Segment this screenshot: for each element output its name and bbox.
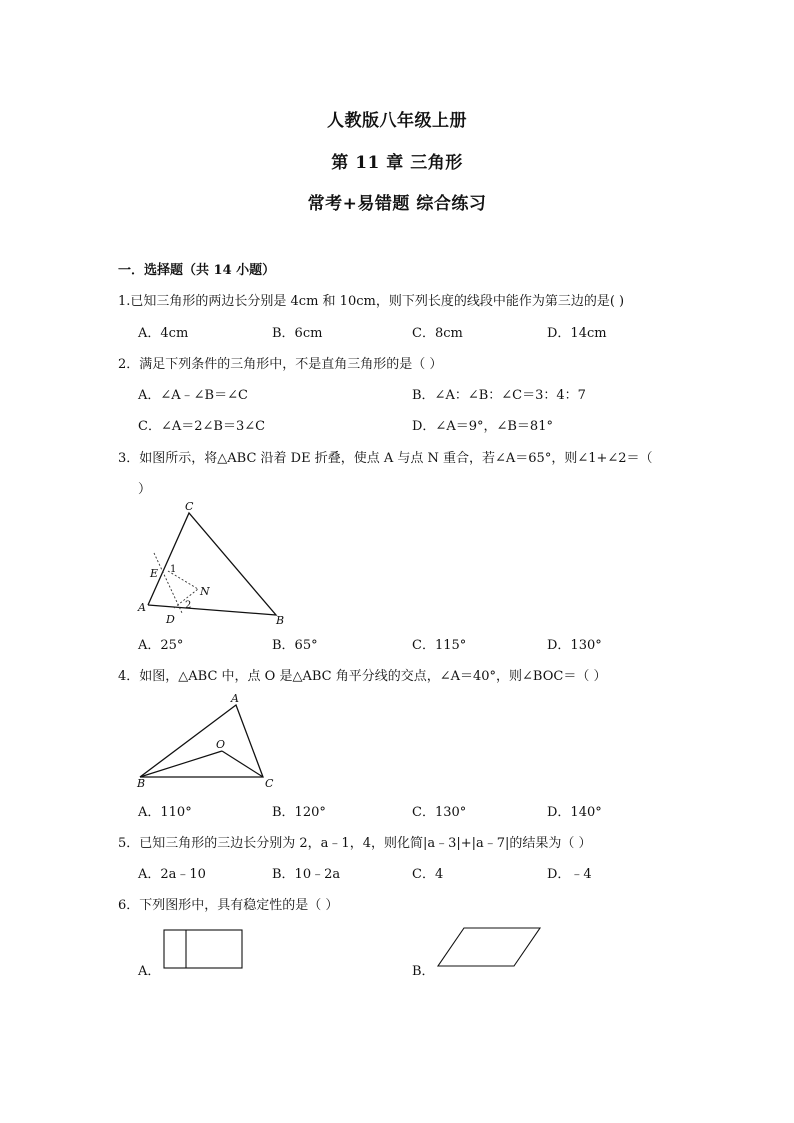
q5-option-a[interactable]: A．2a﹣10 [138, 867, 206, 882]
section-heading: 一．选择题（共 14 小题） [118, 263, 276, 278]
question-3-stem-continued: ） [138, 482, 152, 497]
q3-option-a[interactable]: A．25° [138, 638, 184, 653]
label-o: O [216, 738, 226, 751]
label-n: N [200, 585, 210, 598]
q4-option-c[interactable]: C．130° [412, 805, 467, 820]
label-a: A [231, 692, 239, 705]
label-e: E [150, 567, 159, 580]
chapter-title: 第 11 章 三角形 [331, 153, 463, 173]
angle-bisector-figure [130, 688, 290, 794]
q2-option-d[interactable]: D．∠A＝9°，∠B＝81° [412, 419, 553, 434]
q3-option-d[interactable]: D．130° [547, 638, 602, 653]
q3-option-b[interactable]: B．65° [272, 638, 318, 653]
label-a: A [138, 601, 146, 614]
question-5-stem: 5．已知三角形的三边长分别为 2，a﹣1，4，则化简|a﹣3|+|a﹣7|的结果为（ ） [118, 836, 592, 851]
question-6-stem: 6．下列图形中，具有稳定性的是（ ） [118, 898, 339, 913]
q6-option-b[interactable]: B． [412, 964, 435, 979]
question-3-stem: 3．如图所示，将△ABC 沿着 DE 折叠，使点 A 与点 N 重合，若∠A＝65°，则∠1+∠2＝（ [118, 451, 653, 466]
label-angle-2: 2 [185, 600, 192, 611]
q4-option-b[interactable]: B．120° [272, 805, 326, 820]
question-1-stem: 1.已知三角形的两边长分别是 4cm 和 10cm，则下列长度的线段中能作为第三边的是( ) [118, 294, 625, 309]
label-angle-1: 1 [170, 564, 177, 575]
q1-option-a[interactable]: A．4cm [138, 326, 189, 341]
parallelogram-shape [438, 928, 540, 966]
label-c: C [265, 777, 274, 790]
q1-option-d[interactable]: D．14cm [547, 326, 607, 341]
fold-triangle-figure [130, 498, 300, 628]
q5-option-c[interactable]: C．4 [412, 867, 444, 882]
q6-option-a[interactable]: A． [138, 964, 161, 979]
triangle-abc [140, 705, 263, 777]
q4-option-d[interactable]: D．140° [547, 805, 602, 820]
parallelogram-figure [434, 924, 546, 972]
q1-option-c[interactable]: C．8cm [412, 326, 463, 341]
bisector-bo [140, 751, 222, 777]
question-4-stem: 4．如图，△ABC 中，点 O 是△ABC 角平分线的交点，∠A＝40°，则∠BOC＝（ ） [118, 669, 607, 684]
label-b: B [137, 777, 146, 790]
q5-option-d[interactable]: D．﹣4 [547, 867, 592, 882]
doc-title: 人教版八年级上册 [327, 111, 467, 131]
practice-title: 常考+易错题 综合练习 [307, 194, 487, 214]
q2-option-c[interactable]: C．∠A＝2∠B＝3∠C [138, 419, 266, 434]
label-d: D [166, 613, 175, 626]
rectangle-shape [164, 930, 242, 968]
label-c: C [185, 500, 194, 513]
label-b: B [276, 614, 285, 627]
q1-option-b[interactable]: B．6cm [272, 326, 323, 341]
triangle-abc [148, 513, 276, 615]
q2-option-a[interactable]: A．∠A﹣∠B＝∠C [138, 388, 248, 403]
q3-option-c[interactable]: C．115° [412, 638, 467, 653]
q4-option-a[interactable]: A．110° [138, 805, 192, 820]
q5-option-b[interactable]: B．10﹣2a [272, 867, 341, 882]
question-2-stem: 2．满足下列条件的三角形中，不是直角三角形的是（ ） [118, 357, 443, 372]
q2-option-b[interactable]: B．∠A：∠B：∠C＝3：4：7 [412, 388, 586, 403]
bisector-co [222, 751, 263, 777]
rectangle-figure [160, 926, 248, 972]
